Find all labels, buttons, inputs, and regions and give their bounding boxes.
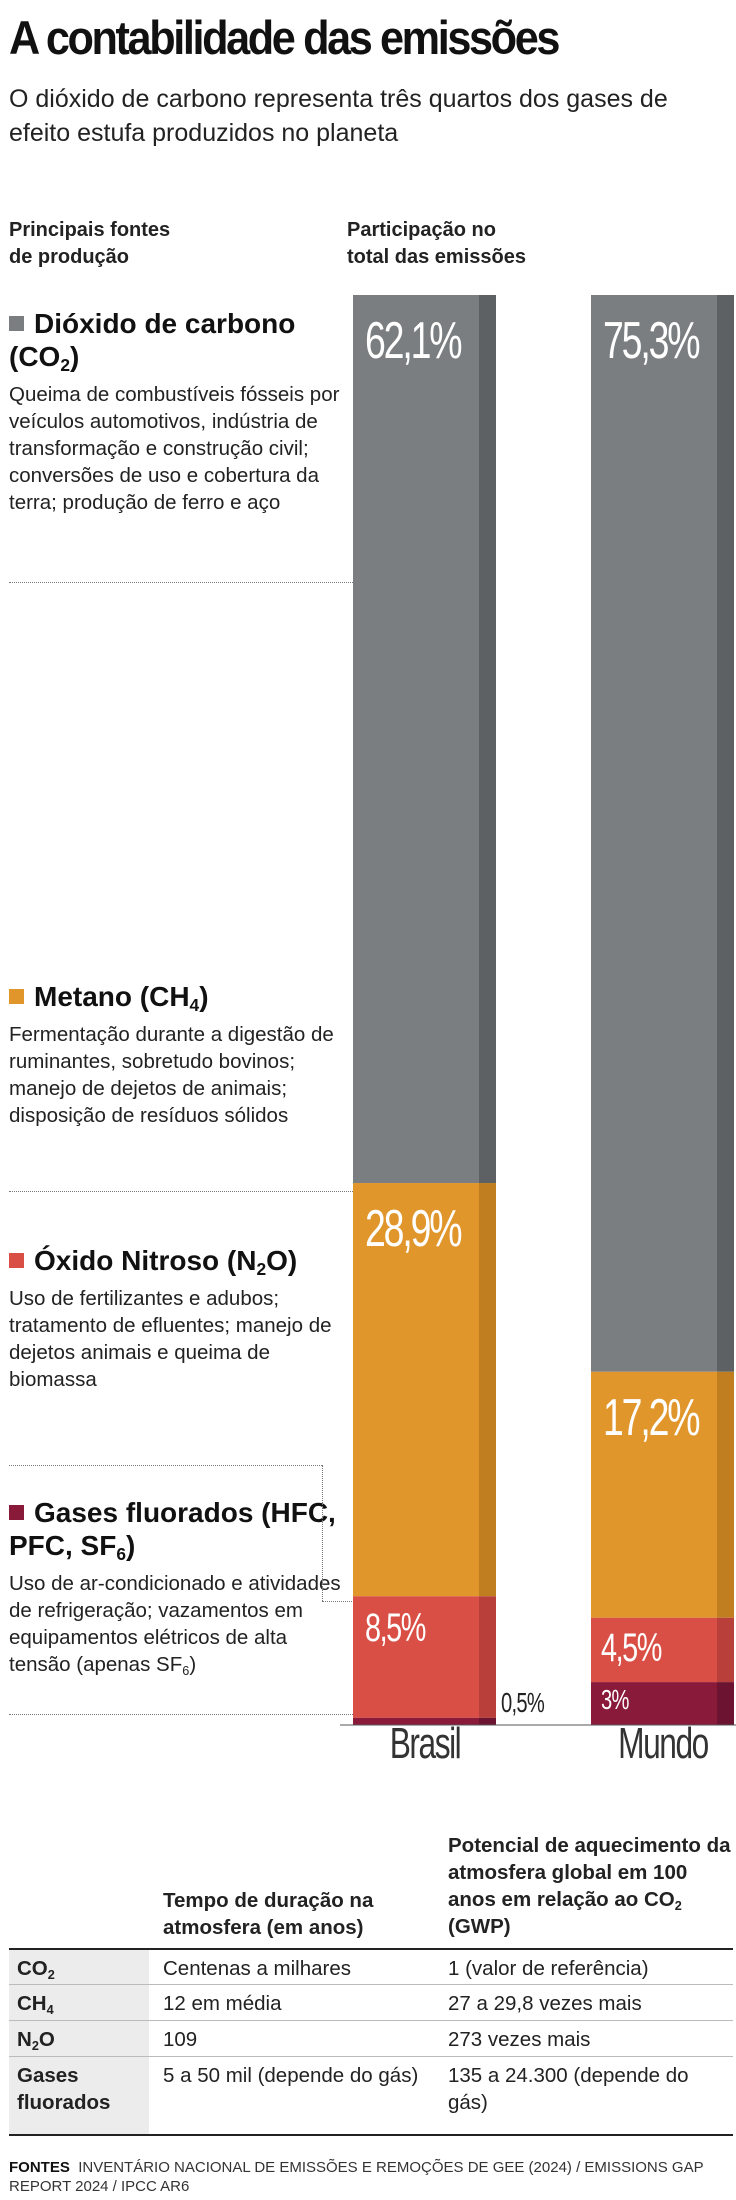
source-description: Queima de combustíveis fósseis por veículos automotivos, indústria de transformação e construção civil; conversões de uso e cobertura da terra; produção de ferro e aço: [9, 383, 340, 514]
table-row: [9, 2020, 733, 2057]
source-title: Gases fluorados (HFC, PFC, $SF_6$): [9, 1497, 336, 1565]
source-description: Fermentação durante a digestão de ruminantes, sobretudo bovinos; manejo de dejetos de animais; disposição de resíduos sólidos: [9, 1023, 334, 1127]
category-label-mundo: Mundo: [617, 1719, 708, 1768]
table-cell-duration: 109: [163, 2028, 198, 2051]
table-cell-gwp: 1 (valor de referência): [448, 1957, 649, 1980]
table-cell-duration: 12 em média: [163, 1992, 282, 2015]
footer-text: INVENTÁRIO NACIONAL DE EMISSÕES E REMOÇÕES DE GEE (2024) / EMISSIONS GAP REPORT 2024 / IPCC AR6: [9, 2159, 704, 2195]
bar-edge-brasil-n2o: [479, 1596, 496, 1718]
data-label-brasil-co2: 62,1%: [365, 312, 461, 370]
share-header-line2: total das emissões: [347, 246, 526, 268]
page-title: A contabilidade das emissões: [9, 11, 559, 64]
bar-edge-brasil-co2: [479, 295, 496, 1183]
footer-label: FONTES: [9, 2159, 70, 2176]
bar-edge-brasil-ch4: [479, 1183, 496, 1596]
table-cell-gas: $N_2O$: [9, 2021, 149, 2057]
data-label-brasil-ch4: 28,9%: [365, 1200, 461, 1259]
page-subtitle: O dióxido de carbono representa três quartos dos gases de efeito estufa produzidos no planeta: [9, 85, 668, 147]
table-cell-gwp: 273 vezes mais: [448, 2028, 591, 2051]
source-description: Uso de fertilizantes e adubos; tratamento de efluentes; manejo de dejetos animais e queima de biomassa: [9, 1287, 332, 1391]
data-label-mundo-n2o: 4,5%: [601, 1625, 661, 1670]
table-cell-gas: $CO_2$: [9, 1950, 149, 1986]
table-cell-duration: Centenas a milhares: [163, 1957, 352, 1980]
bar-edge-mundo-n2o: [717, 1618, 734, 1682]
source-title: Óxido Nitroso $(N_2O)$: [9, 1244, 354, 1277]
share-header-line1: Participação no: [347, 219, 496, 241]
table-row: [9, 2056, 733, 2135]
table-cell-gwp: 27 a 29,8 vezes mais: [448, 1992, 642, 2015]
source-description: Uso de ar-condicionado e atividades de refrigeração; vazamentos em equipamentos elétricos de alta tensão (apenas $SF_6$): [9, 1572, 341, 1678]
data-label-mundo-ch4: 17,2%: [603, 1388, 699, 1447]
table-cell-gwp: 135 a 24.300 (depende do gás): [448, 2064, 689, 2114]
sources-header-line1: Principais fontes: [9, 219, 171, 241]
table-header-duration: Tempo de duração na atmosfera (em anos): [163, 1889, 374, 1939]
source-title: Metano $(CH_4)$: [9, 980, 354, 1013]
table-bottom-rule: [9, 2134, 733, 2136]
sources-footer: [9, 2158, 729, 2196]
category-label-brasil: Brasil: [389, 1719, 460, 1768]
table-cell-gas: $CH_4$: [9, 1985, 149, 2021]
bar-edge-mundo-ch4: [717, 1372, 734, 1618]
table-header-gwp: Potencial de aquecimento da atmosfera global em 100 anos em relação ao $CO_2$ (GWP): [448, 1834, 731, 1938]
bar-edge-mundo-fluorinated: [717, 1682, 734, 1725]
data-label-mundo-fluorinated: 3%: [601, 1684, 629, 1716]
source-title: Dióxido de carbono $(CO_2)$: [9, 308, 296, 376]
bar-edge-mundo-co2: [717, 295, 734, 1372]
sources-header-line2: de produção: [9, 246, 130, 268]
table-row: [9, 1984, 733, 2021]
table-cell-gas: Gases fluorados: [9, 2057, 149, 2135]
table-row: [9, 1948, 733, 1986]
table-cell-duration: 5 a 50 mil (depende do gás): [163, 2064, 419, 2087]
bar-brasil-co2: [353, 295, 479, 1183]
data-label-mundo-co2: 75,3%: [603, 312, 699, 370]
data-label-brasil-fluorinated: 0,5%: [501, 1687, 545, 1718]
data-label-brasil-n2o: 8,5%: [365, 1606, 425, 1651]
bar-mundo-co2: [591, 295, 717, 1372]
